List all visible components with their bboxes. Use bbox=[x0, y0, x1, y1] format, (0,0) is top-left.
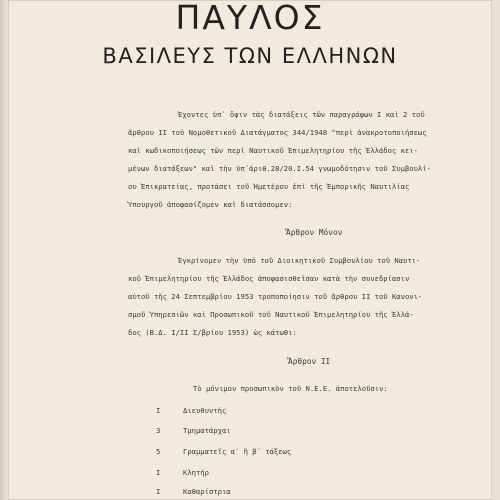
article-heading-ii: Ἄρθρον ΙΙ bbox=[288, 357, 331, 366]
article-line: κοῦ Ἐπιμελητηρίου τῆς Ἑλλάδος ἀποφασισθεῖσαν κατὰ τὴν συνεδρίασιν bbox=[128, 274, 410, 283]
staff-count: Ι bbox=[156, 406, 161, 415]
preamble-line: Ὑπουργοῦ ἀποφασίζομεν καὶ διατάσσομεν: bbox=[128, 200, 293, 209]
staff-role: Διευθυντής bbox=[183, 406, 227, 415]
staff-intro: Τὸ μόνιμον προσωπικὸν τοῦ Ν.Ε.Ε. ἀποτελοῦσιν: bbox=[193, 384, 388, 393]
article-line: αὐτοῦ τῆς 24 Σεπτεμβρίου 1953 τροποποίησιν τοῦ ἄρθρου ΙΙ τοῦ Κανονι- bbox=[128, 292, 423, 301]
preamble-line: ου Ἐπικρατείας, προτάσει τοῦ Ἡμετέρου ἐπὶ τῆς Ἐμπορικῆς Ναυτιλίας bbox=[128, 182, 410, 191]
document-subtitle: ΒΑΣΙΛΕΥΣ ΤΩΝ ΕΛΛΗΝΩΝ bbox=[102, 44, 398, 68]
staff-role: Γραμματεῖς α᾽ ἢ β᾽ τάξεως bbox=[183, 447, 292, 456]
staff-count: 5 bbox=[156, 447, 161, 456]
staff-role: Τμηματάρχαι bbox=[183, 426, 231, 435]
staff-count: Ι bbox=[156, 468, 161, 477]
preamble-line: ἄρθρου ΙΙ τοῦ Νομοθετικοῦ Διατάγματος 344/1948 "περὶ ἀνακροτοποιήσεως bbox=[128, 128, 427, 137]
document-body bbox=[8, 0, 492, 500]
staff-count: Ι bbox=[156, 487, 161, 496]
staff-role: Καθαρίστρια bbox=[183, 487, 231, 496]
document-title: ΠΑΥΛΟΣ bbox=[175, 0, 325, 37]
article-heading-single: Ἄρθρον Μόνον bbox=[286, 228, 343, 237]
staff-count: 3 bbox=[156, 426, 161, 435]
article-line: δος (Β.Δ. Ι/ΙΙ Σ/βρίου 1953) ὡς κάτωθι: bbox=[128, 328, 297, 337]
article-line: σμοῦ Ὑπηρεσιῶν καὶ Προσωπικοῦ τοῦ Ναυτικοῦ Ἐπιμελητηρίου τῆς Ἑλλά- bbox=[128, 310, 414, 319]
page-edge-shadow bbox=[0, 0, 6, 500]
preamble-line: μένων διατάξεων" καὶ τὴν ὑπ᾽ἀριθ.28/20.Ι.54 γνωμοδότησιν τοῦ Συμβουλί- bbox=[128, 164, 431, 173]
document-page bbox=[8, 0, 492, 500]
article-line: Ἐγκρίνομεν τὴν ὑπὸ τοῦ Διοικητικοῦ Συμβουλίου τοῦ Ναυτι- bbox=[178, 256, 421, 265]
preamble-line: Έχοντες ὑπ᾽ ὄψιν τὰς διατάξεις τῶν παραγράφων Ι καὶ 2 τοῦ bbox=[178, 110, 425, 119]
preamble-line: καὶ κωδικοποιήσεως τῶν περὶ Ναυτικοῦ Ἐπιμελητηρίου τῆς Ἑλλάδος κει- bbox=[128, 146, 418, 155]
staff-role: Κλητήρ bbox=[183, 468, 209, 477]
